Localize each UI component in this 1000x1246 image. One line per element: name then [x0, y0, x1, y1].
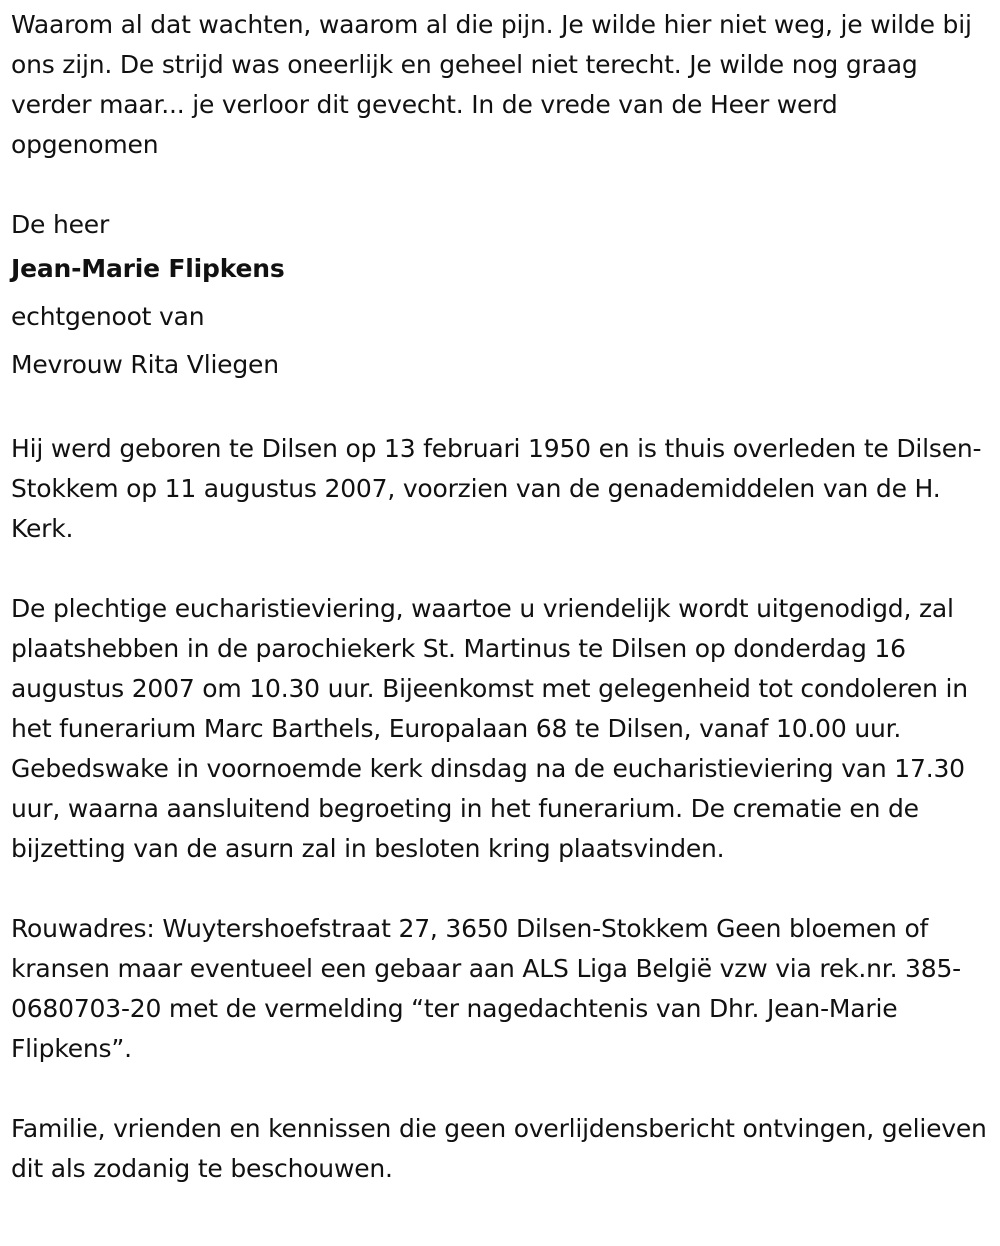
intro-poem: Waarom al dat wachten, waarom al die pijn. Je wilde hier niet weg, je wilde bij ons zijn. De strijd was oneerlijk en geheel niet terecht. Je wilde nog graag verder maar... je verloor dit gevecht. In de vrede van de Heer werd opgenomen	[11, 10, 972, 159]
spouse-name: Mevrouw Rita Vliegen	[11, 350, 279, 379]
title-prefix: De heer	[11, 210, 110, 239]
closing-paragraph: Familie, vrienden en kennissen die geen overlijdensbericht ontvingen, gelieven dit als zodanig te beschouwen.	[11, 1114, 987, 1183]
spacer	[11, 1069, 991, 1109]
spacer	[11, 869, 991, 909]
deceased-name: Jean-Marie Flipkens	[11, 254, 285, 283]
ceremony-paragraph: De plechtige eucharistieviering, waartoe u vriendelijk wordt uitgenodigd, zal plaatshebben in de parochiekerk St. Martinus te Dilsen op donderdag 16 augustus 2007 om 10.30 uur. Bijeenkomst met gelegenheid tot condoleren in het funerarium Marc Barthels, Europalaan 68 te Dilsen, vanaf 10.00 uur. Gebedswake in voornoemde kerk dinsdag na de eucharistieviering van 17.30 uur, waarna aansluitend begroeting in het funerarium. De crematie en de bijzetting van de asurn zal in besloten kring plaatsvinden.	[11, 594, 968, 863]
address-donation-paragraph: Rouwadres: Wuytershoefstraat 27, 3650 Dilsen-Stokkem Geen bloemen of kransen maar eventueel een gebaar aan ALS Liga België vzw via rek.nr. 385-0680703-20 met de vermelding “ter nagedachtenis van Dhr. Jean-Marie Flipkens”.	[11, 914, 961, 1063]
announcement-block	[11, 205, 991, 389]
birth-death-paragraph: Hij werd geboren te Dilsen op 13 februari 1950 en is thuis overleden te Dilsen-Stokkem op 11 augustus 2007, voorzien van de genademiddelen van de H. Kerk.	[11, 434, 982, 543]
spacer	[11, 165, 991, 205]
obituary-document	[11, 5, 991, 1189]
spacer	[11, 389, 991, 429]
relation-text: echtgenoot van	[11, 302, 205, 331]
spacer	[11, 549, 991, 589]
